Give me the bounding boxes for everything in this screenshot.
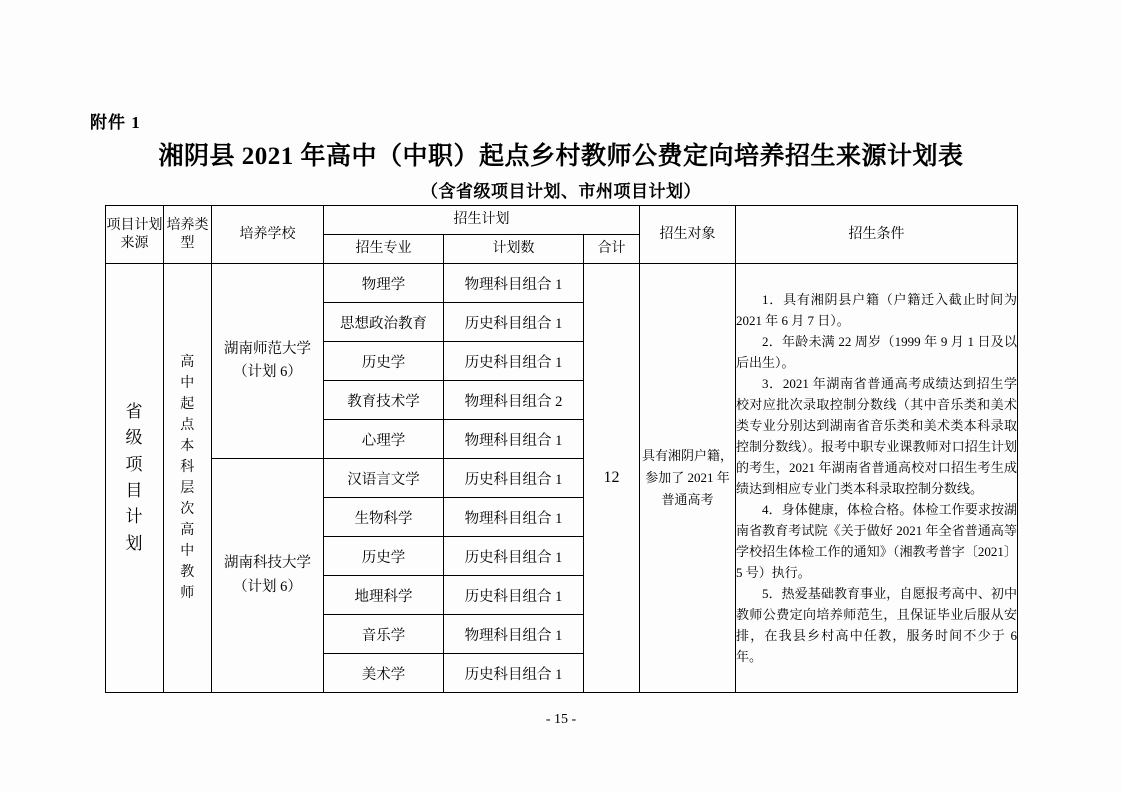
cell-quota: 物理科目组合 2	[444, 381, 584, 420]
page-title: 湘阴县 2021 年高中（中职）起点乡村教师公费定向培养招生来源计划表	[158, 143, 964, 170]
cell-major: 心理学	[324, 420, 444, 459]
source-text: 省级项目计划	[125, 401, 144, 553]
condition-item-1: 1．具有湘阴县户籍（户籍迁入截止时间为 2021 年 6 月 7 日）。	[736, 291, 1017, 328]
cell-major: 历史学	[324, 537, 444, 576]
header-quota: 计划数	[444, 235, 584, 264]
header-school: 培养学校	[212, 206, 324, 264]
cell-school-2: 湖南科技大学（计划 6）	[212, 459, 324, 693]
header-plan-group: 招生计划	[324, 206, 640, 235]
cell-total: 12	[584, 264, 640, 693]
cell-major: 教育技术学	[324, 381, 444, 420]
condition-item-3: 3．2021 年湖南省普通高考成绩达到招生学校对应批次录取控制分数线（其中音乐类和美术类专业分别达到湖南省音乐类和美术类本科录取控制分数线）。报考中职专业课教师对口招生计划的考生，2021 年湖南省普通高校对口招生考生成绩达到相应专业门类本科录取控制分数线。	[736, 375, 1017, 496]
header-total: 合计	[584, 235, 640, 264]
table-header-row-1	[106, 206, 1018, 235]
cell-major: 美术学	[324, 654, 444, 693]
plan-table	[105, 205, 1018, 693]
header-conditions: 招生条件	[736, 206, 1018, 264]
cell-major: 音乐学	[324, 615, 444, 654]
cell-quota: 物理科目组合 1	[444, 264, 584, 303]
cell-type	[164, 264, 212, 693]
cell-quota: 物理科目组合 1	[444, 498, 584, 537]
cell-conditions	[736, 264, 1018, 693]
cell-major: 历史学	[324, 342, 444, 381]
cell-quota: 历史科目组合 1	[444, 342, 584, 381]
cell-major: 生物科学	[324, 498, 444, 537]
table-row	[106, 264, 1018, 303]
cell-quota: 历史科目组合 1	[444, 654, 584, 693]
condition-item-5: 5．热爱基础教育事业，自愿报考高中、初中教师公费定向培养师范生，且保证毕业后服从安排，在我县乡村高中任教，服务时间不少于 6 年。	[736, 586, 1017, 665]
cell-school-1: 湖南师范大学（计划 6）	[212, 264, 324, 459]
cell-quota: 历史科目组合 1	[444, 537, 584, 576]
cell-source	[106, 264, 164, 693]
cell-major: 地理科学	[324, 576, 444, 615]
cell-quota: 物理科目组合 1	[444, 420, 584, 459]
cell-quota: 历史科目组合 1	[444, 576, 584, 615]
cell-major: 汉语言文学	[324, 459, 444, 498]
cell-quota: 历史科目组合 1	[444, 303, 584, 342]
page-subtitle: （含省级项目计划、市州项目计划）	[421, 182, 701, 201]
header-target: 招生对象	[640, 206, 736, 264]
header-major: 招生专业	[324, 235, 444, 264]
cell-quota: 物理科目组合 1	[444, 615, 584, 654]
cell-quota: 历史科目组合 1	[444, 459, 584, 498]
page-number: - 15 -	[545, 712, 577, 727]
attachment-label: 附件 1	[90, 113, 141, 132]
header-type: 培养类型	[164, 206, 212, 264]
cell-major: 思想政治教育	[324, 303, 444, 342]
cell-target: 具有湘阴户籍，参加了 2021 年普通高考	[640, 264, 736, 693]
type-text: 高中起点本科层次高中教师	[180, 355, 195, 601]
header-source: 项目计划来源	[106, 206, 164, 264]
cell-major: 物理学	[324, 264, 444, 303]
condition-item-4: 4．身体健康，体检合格。体检工作要求按湖南省教育考试院《关于做好 2021 年全省普通高等学校招生体检工作的通知》（湘教考普字〔2021〕5 号）执行。	[736, 502, 1017, 581]
condition-item-2: 2．年龄未满 22 周岁（1999 年 9 月 1 日及以后出生）。	[736, 333, 1017, 370]
